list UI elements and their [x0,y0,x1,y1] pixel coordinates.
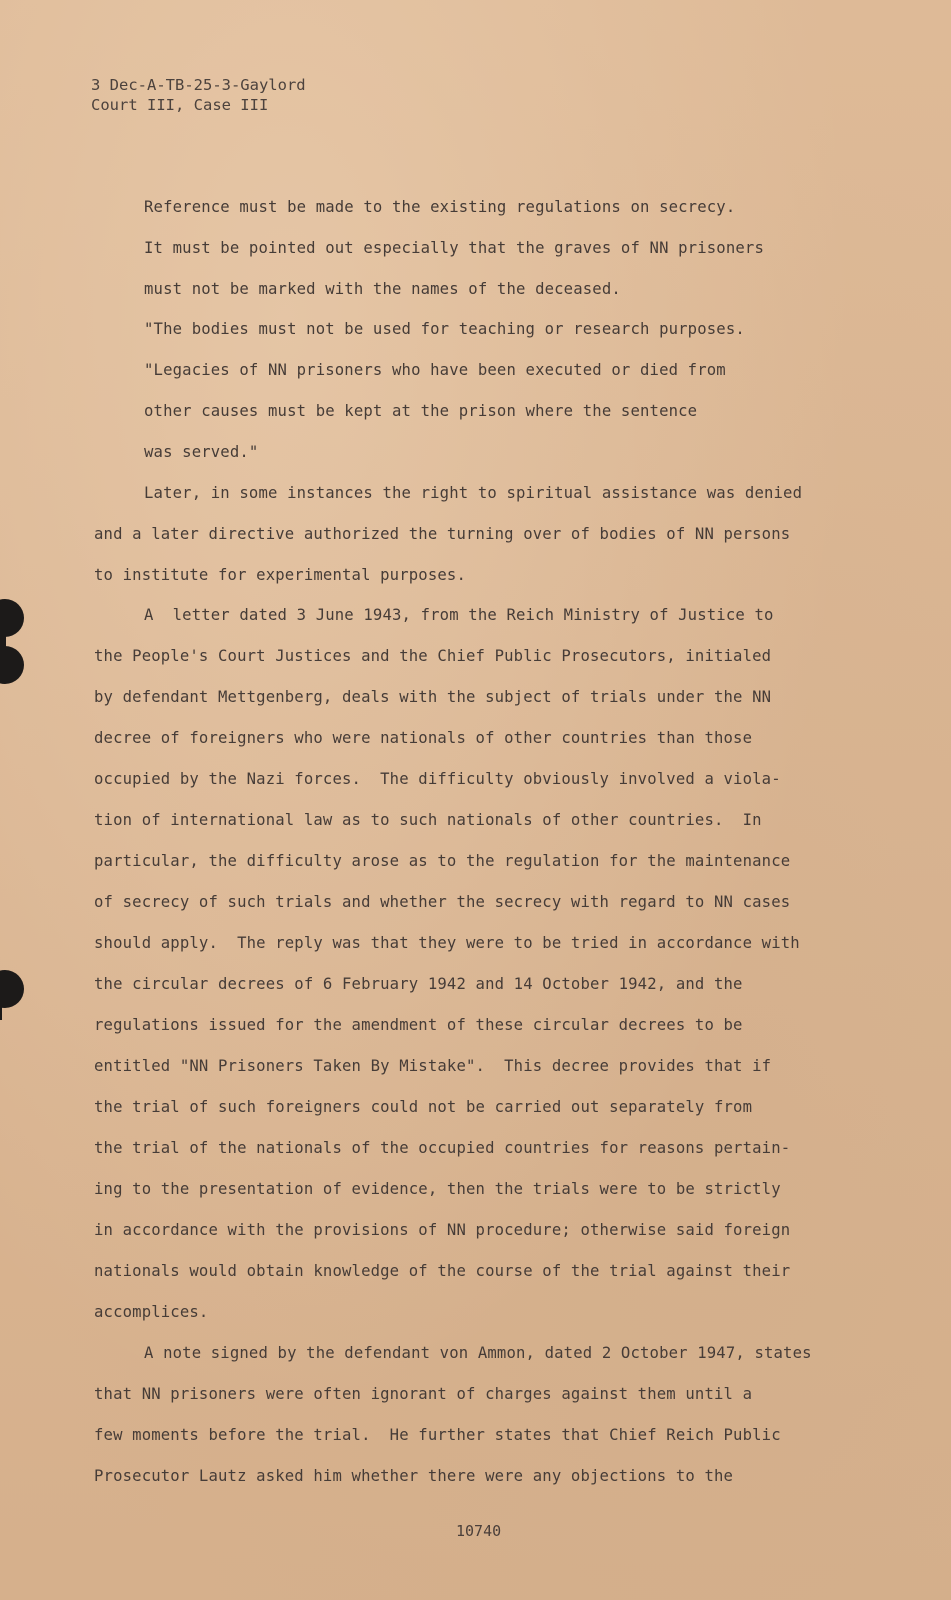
court-case-label: Court III, Case III [91,96,269,114]
text-line: the trial of such foreigners could not be carried out separately from [94,1098,753,1116]
text-line: particular, the difficulty arose as to the regulation for the maintenance [94,852,791,870]
text-line: It must be pointed out especially that the graves of NN prisoners [144,239,764,257]
text-line: the trial of the nationals of the occupied countries for reasons pertain- [94,1139,791,1157]
document-reference: 3 Dec-A-TB-25-3-Gaylord [91,76,306,94]
binder-hole [0,599,24,637]
text-line: should apply. The reply was that they were to be tried in accordance with [94,934,800,952]
text-line: entitled "NN Prisoners Taken By Mistake". This decree provides that if [94,1057,772,1075]
text-line: was served." [144,443,259,461]
text-line: "Legacies of NN prisoners who have been executed or died from [144,361,726,379]
text-line: Reference must be made to the existing regulations on secrecy. [144,198,736,216]
text-line: occupied by the Nazi forces. The difficulty obviously involved a viola- [94,770,781,788]
text-line: other causes must be kept at the prison where the sentence [144,402,698,420]
text-line: decree of foreigners who were nationals of other countries than those [94,729,753,747]
text-line: and a later directive authorized the turning over of bodies of NN persons [94,525,791,543]
text-line: Later, in some instances the right to spiritual assistance was denied [144,484,803,502]
text-line: nationals would obtain knowledge of the course of the trial against their [94,1262,791,1280]
text-line: that NN prisoners were often ignorant of charges against them until a [94,1385,753,1403]
text-line: regulations issued for the amendment of these circular decrees to be [94,1016,743,1034]
document-header [91,75,306,115]
text-line: in accordance with the provisions of NN procedure; otherwise said foreign [94,1221,791,1239]
text-line: ing to the presentation of evidence, then the trials were to be strictly [94,1180,781,1198]
text-line: accomplices. [94,1303,209,1321]
text-line: of secrecy of such trials and whether the secrecy with regard to NN cases [94,893,791,911]
text-line: the People's Court Justices and the Chief Public Prosecutors, initialed [94,647,772,665]
text-line: Prosecutor Lautz asked him whether there were any objections to the [94,1467,734,1485]
text-line: A note signed by the defendant von Ammon, dated 2 October 1947, states [144,1344,812,1362]
text-line: the circular decrees of 6 February 1942 and 14 October 1942, and the [94,975,743,993]
binder-hole-mark [0,990,2,1020]
text-line: must not be marked with the names of the deceased. [144,280,621,298]
binder-hole [0,970,24,1008]
text-line: by defendant Mettgenberg, deals with the subject of trials under the NN [94,688,772,706]
page-number: 10740 [456,1522,502,1540]
text-line: A letter dated 3 June 1943, from the Reich Ministry of Justice to [144,606,774,624]
text-line: "The bodies must not be used for teaching or research purposes. [144,320,745,338]
binder-hole [0,646,24,684]
text-line: to institute for experimental purposes. [94,566,466,584]
text-line: few moments before the trial. He further states that Chief Reich Public [94,1426,781,1444]
text-line: tion of international law as to such nationals of other countries. In [94,811,762,829]
